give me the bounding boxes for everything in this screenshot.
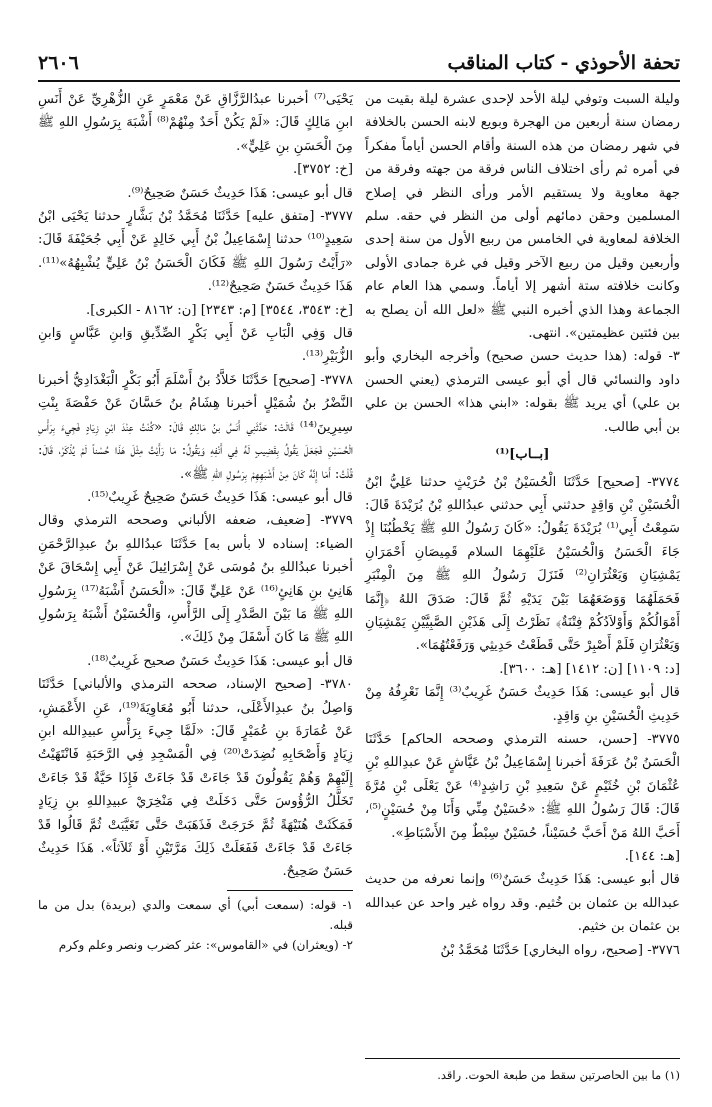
hadith-3779: ٣٧٧٩- [ضعيف، ضعفه الألباني وصححه الترمذي وقال الضياء: إسناده لا بأس به] حَدَّثَنَا عبدُاللهِ بنُ عبدِالرَّحْمَنِ أخبرنا عبدُاللهِ بنُ مُوسَى عَنْ إِسْرَائِيلَ عَنْ أَبِي إِسْحَاقَ عَنْ هَانِئِ بنِ هَانِئٍ⁽¹⁶⁾ عَنْ عَلِيٍّ قَالَ: «الْحَسَنُ أَشْبَهُ⁽¹⁷⁾ بِرَسُولِ اللهِ ﷺ مَا بَيْنَ الصَّدْرِ إِلَى الرَّأْسِ، وَالْحُسَيْنُ أَشْبَهُ بِرَسُولِ اللهِ ﷺ مَا كَانَ أَسْفَلَ مِنْ ذَلِكَ». <box>38 513 353 646</box>
footnote: (١) ما بين الحاصرتين سقط من طبعة الحوت. راقد. <box>437 1068 680 1082</box>
commentary-notes <box>38 890 353 955</box>
abu-isa-verdict: قال أبو عيسى: هَذَا حَدِيثٌ حَسَنٌ صَحِيحٌ⁽⁹⁾. <box>127 185 353 201</box>
header-rule <box>38 80 680 82</box>
abu-isa-verdict: قال أبو عيسى: هَذَا حَدِيثٌ حَسَنٌ⁽⁶⁾ وإنما نعرفه من حديث عبدالله بن عثمان بن خُثيم. وقد رواه غير واحد عن عبدالله بن عثمان بن خثيم. <box>365 872 680 935</box>
notes-rule <box>227 890 353 891</box>
hadith-reference: [هـ: ١٤٤]. <box>624 849 680 864</box>
hadith-3774: ٣٧٧٤- [صحيح] حَدَّثَنَا الْحُسَيْنُ بْنُ حُرَيْثٍ حدثنا عَلِيُّ ابْنُ الْحُسَيْنِ بْنِ وَاقِدٍ حدثني أَبِي حدثني عبدُاللهِ بْنُ بُرَيْدَةَ قَالَ: سَمِعْتُ أَبِي⁽¹⁾ بُرَيْدَةَ يَقُولُ: «كَانَ رَسُولُ اللهِ ﷺ يَخْطُبُنَا إِذْ جَاءَ الْحَسَنُ وَالْحُسَيْنُ عَلَيْهِمَا السلام قَمِيصَانِ أَحْمَرَانِ يَمْشِيَانِ وَيَعْثُرَانِ⁽²⁾ فَنَزَلَ رَسُولُ اللهِ ﷺ مِنَ الْمِنْبَرِ فَحَمَلَهُمَا وَوَضَعَهُمَا بَيْنَ يَدَيْهِ ثُمَّ قَالَ: صَدَقَ اللهُ ﴿إِنَّمَا أَمْوَالُكُمْ وَأَوْلاَدُكُمْ فِتْنَةٌ﴾ نَظَرْتُ إِلَى هَذَيْنِ الصَّبِيَّيْنِ يَمْشِيَانِ وَيَعْثُرَانِ فَلَمْ أَصْبِرْ حَتَّى قَطَعْتُ حَدِيثِي وَرَفَعْتُهُمَا». <box>365 474 681 654</box>
footnote-rule <box>365 1058 680 1059</box>
abu-isa-verdict: قال أبو عيسى: هَذَا حَدِيثٌ حَسَنٌ صحيح غَرِيبٌ⁽¹⁸⁾. <box>87 653 353 669</box>
abu-isa-verdict: قال أبو عيسى: هَذَا حَدِيثٌ حَسَنٌ غَرِيبٌ⁽³⁾ إِنَّمَا نَعْرِفُهُ مِنْ حَدِيثِ الْحُسَيْنِ بنِ وَاقِدٍ. <box>365 685 680 724</box>
commentary-paragraph: وليلة السبت وتوفي ليلة الأحد لإحدى عشرة ليلة بقيت من رمضان سنة أربعين من الهجرة وبويع لابنه الحسن بالخلافة في شهر رمضان من هذه السنة وأقام الحسن أياماً مفكراً في أمره ثم رأى اختلاف الناس فرقة من جهته وفرقة من جهة معاوية ولا يستقيم الأمر ورأى النظر في إصلاح المسلمين وحقن دمائهم أولى من النظر في حقه. سلم الخلافة لمعاوية في الخامس من ربيع الأول من سنة إحدى وأربعين وقيل من ربيع الآخر وقيل في غرة جمادى الأولى وكانت خلافته ستة أشهر إلا أياماً. وسمي هذا العام عام الجماعة وهذا الذي أخبره النبي ﷺ «لعل الله أن يصلح به بين فئتين عظيمتين». انتهى. <box>365 92 680 342</box>
hadith-3776-continuation: يَحْيَى⁽⁷⁾ أخبرنا عبدُالرَّزَّاقِ عَنْ مَعْمَرٍ عَنِ الزُّهْرِيِّ عَنْ أَنَسِ ابنِ مَالِكٍ قَالَ: «لَمْ يَكُنْ أَحَدٌ مِنْهُمْ⁽⁸⁾ أَشْبَهَ بِرَسُولِ اللهِ ﷺ مِنَ الْحَسَنِ بنِ عَلِيٍّ». <box>38 92 353 154</box>
hadith-reference: [خ: ٣٥٤٣، ٣٥٤٤] [م: ٢٣٤٣] [ن: ٨١٦٢ - الكبرى]. <box>86 302 353 318</box>
chapter-heading: [بــاب]⁽¹⁾ <box>495 447 550 463</box>
running-title: تحفة الأحوذي - كتاب المناقب <box>447 52 680 74</box>
commentary-paragraph: ٣- قوله: (هذا حديث حسن صحيح) وأخرجه البخاري وأبو داود والنسائي قال أي أبو عيسى الترمذي (يعني الحسن بن علي) أي يريد ﷺ بقوله: «ابني هذا» الحسن بن علي بن أبي طالب. <box>365 349 680 435</box>
right-column <box>365 88 680 962</box>
hadith-3776: ٣٧٧٦- [صحيح، رواه البخاري] حَدَّثَنَا مُحَمَّدُ بْنُ <box>440 942 680 958</box>
left-column <box>38 88 353 955</box>
hadith-3777: ٣٧٧٧- [متفق عليه] حَدَّثَنَا مُحَمَّدُ بْنُ بَشَّارٍ حدثنا يَحْيَى ابْنُ سَعِيدٍ⁽¹⁰⁾ حدثنا إِسْمَاعِيلُ بْنُ أَبِي خَالِدٍ عَنْ أَبِي جُحَيْفَةَ قَالَ: «رَأَيْتُ رَسُولَ اللهِ ﷺ فَكَانَ الْحَسَنُ بْنُ عَلِيٍّ يُشْبِهُهُ»⁽¹¹⁾. هَذَا حَدِيثٌ حَسَنٌ صَحِيحٌ⁽¹²⁾. <box>38 209 353 295</box>
hadith-3775: ٣٧٧٥- [حسن، حسنه الترمذي وصححه الحاكم] حَدَّثَنَا الْحَسَنُ بْنُ عَرَفَةَ أخبرنا إِسْمَاعِيلُ بْنُ عَيَّاشٍ عَنْ عبدِاللهِ بْنِ عُثْمَانَ بْنِ خُثَيْمٍ عَنْ سَعِيدِ بْنِ رَاشِدٍ⁽⁴⁾ عَنْ يَعْلَى بْنِ مُرَّةَ قَالَ: قَالَ رَسُولُ اللهِ ﷺ: «حُسَيْنٌ مِنِّي وَأَنَا مِنْ حُسَيْنٍ⁽⁵⁾، أَحَبَّ اللهُ مَنْ أَحَبَّ حُسَيْناً، حُسَيْنٌ سِبْطٌ مِنَ الأَسْبَاطِ». <box>365 731 680 841</box>
commentary-note: ٢- (ويعثران) في «القاموس»: عثر كضرب ونصر وعلم وكرم <box>58 937 353 952</box>
abu-isa-verdict: قال أبو عيسى: هَذَا حَدِيثٌ حَسَنٌ صَحِيحٌ غَرِيبٌ⁽¹⁵⁾. <box>87 489 353 505</box>
page-header <box>38 50 680 76</box>
hadith-3780: ٣٧٨٠- [صحيح الإسناد، صححه الترمذي والألباني] حَدَّثَنَا وَاصِلُ بنُ عبدِالأَعْلَى، حدثنا أَبُو مُعَاوِيَةَ⁽¹⁹⁾، عَنِ الأَعْمَشِ، عَنْ عُمَارَةَ بنِ عُمَيْرٍ قَالَ: «لَمَّا جِيءَ بِرَأْسِ عبيدِالله ابنِ زِيَادٍ وَأَصْحَابِهِ نُضِدَتْ⁽²⁰⁾ فِي الْمَسْجِدِ فِي الرَّحَبَةِ فَانْتَهَيْتُ إِلَيْهِمْ وَهُمْ يَقُولُونَ قَدْ جَاءَتْ قَدْ جَاءَتْ فَإِذَا حَيَّةٌ قَدْ جَاءَتْ تَخَلَّلُ الرُّؤُوسَ حَتَّى دَخَلَتْ فِي مَنْخِرَيْ عبيدِاللهِ بنِ زِيَادٍ فَمَكَثَتْ هُنَيْهَةً ثُمَّ خَرَجَتْ فَذَهَبَتْ حَتَّى تَغَيَّبَتْ ثُمَّ قَالُوا قَدْ جَاءَتْ قَدْ جَاءَتْ فَفَعَلَتْ ذَلِكَ مَرَّتَيْنِ أَوْ ثَلاَثاً». هَذَا حَدِيثٌ حَسَنٌ صَحِيحٌ. <box>38 677 354 880</box>
hadith-3778: ٣٧٧٨- [صحيح] حَدَّثَنَا خَلاَّدُ بنُ أَسْلَمَ أَبُو بَكْرٍ الْبَغْدَادِيُّ أخبرنا النَّضْرُ بنُ شُمَيْلٍ أخبرنا هِشَامُ بنُ حَسَّانَ عَنْ حَفْصَةَ بِنْتِ سِيرِينَ⁽¹⁴⁾ قَالَتْ: حَدَّثَنِي أَنَسُ بنُ مَالِكٍ قَالَ: «كُنْتُ عِنْدَ ابْنِ زِيَادٍ فَجِيءَ بِرَأْسِ الْحُسَيْنِ فَجَعَلَ يَقُولُ بِقَضِيبٍ لَهُ فِي أَنْفِهِ وَيَقُولُ: مَا رَأَيْتُ مِثْلَ هَذَا حُسْناً لَمْ يُذْكَرْ، قَالَ: قُلْتُ: أَمَا إِنَّهُ كَانَ مِنْ أَشْبَهِهِمْ بِرَسُولِ اللهِ ﷺ». <box>38 372 353 482</box>
hadith-reference: [خ: ٣٧٥٢]. <box>293 162 353 178</box>
page-number: ٢٦٠٦ <box>38 52 79 74</box>
bab-note: قال وَفِي الْبَابِ عَنْ أَبِي بَكْرٍ الصِّدِّيقِ وَابنِ عَبَّاسٍ وَابنِ الزُّبَيْرِ⁽¹³⁾. <box>38 326 353 365</box>
commentary-note: ١- قوله: (سمعت أبي) أي سمعت والدي (بريدة) بدل من ما قبله. <box>38 897 353 932</box>
hadith-reference: [د: ١١٠٩] [ن: ١٤١٢] [هـ: ٣٦٠٠]. <box>499 661 680 677</box>
